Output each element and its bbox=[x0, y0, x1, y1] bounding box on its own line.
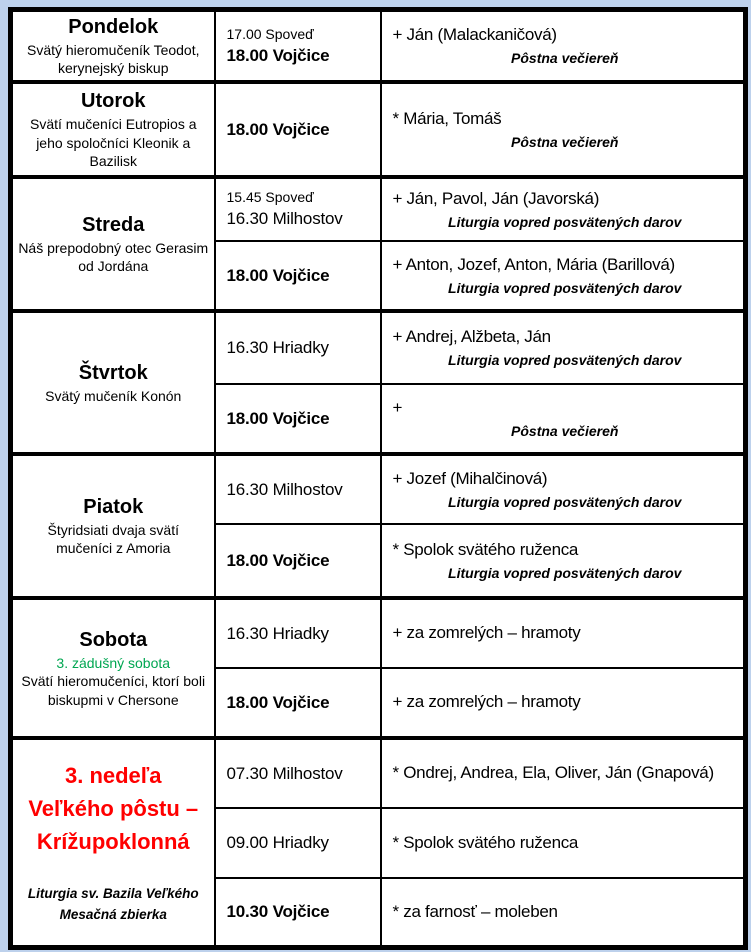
day-cell-nedela bbox=[11, 738, 215, 948]
sunday-note-line: Liturgia sv. Bazila Veľkého bbox=[27, 886, 199, 902]
time-cell bbox=[215, 82, 381, 177]
service-note: Pôstna večiereň bbox=[511, 422, 619, 439]
service-intention: + Anton, Jozef, Anton, Mária (Barillová) bbox=[392, 254, 675, 274]
service-time: 18.00 Vojčice bbox=[226, 408, 330, 428]
intention-cell bbox=[381, 82, 746, 177]
service-note: Liturgia vopred posvätených darov bbox=[448, 213, 682, 230]
time-cell bbox=[215, 524, 381, 598]
intention-cell bbox=[381, 311, 746, 384]
service-time: 18.00 Vojčice bbox=[226, 119, 330, 139]
intention-cell bbox=[381, 668, 746, 738]
service-time: 10.30 Vojčice bbox=[226, 902, 330, 922]
time-cell bbox=[215, 384, 381, 454]
day-name: Utorok bbox=[81, 90, 146, 113]
intention-cell bbox=[381, 598, 746, 668]
intention-cell bbox=[381, 808, 746, 878]
time-cell bbox=[215, 808, 381, 878]
day-name: Streda bbox=[82, 213, 145, 236]
intention-cell bbox=[381, 241, 746, 311]
service-note: Pôstna večiereň bbox=[511, 133, 619, 150]
time-cell bbox=[215, 598, 381, 668]
time-cell bbox=[215, 454, 381, 524]
service-intention: * Spolok svätého ruženca bbox=[392, 832, 579, 852]
day-description: Svätý hieromučeník Teodot, kerynejský biskup bbox=[26, 42, 200, 77]
service-time-confession: 15.45 Spoveď bbox=[226, 189, 314, 206]
service-intention: + Jozef (Mihalčinová) bbox=[392, 468, 548, 488]
intention-cell bbox=[381, 454, 746, 524]
service-intention: * Spolok svätého ruženca bbox=[392, 539, 579, 559]
service-intention: * Ondrej, Andrea, Ela, Oliver, Ján (Gnapová) bbox=[392, 763, 714, 783]
sunday-notes bbox=[18, 884, 209, 926]
service-note: Liturgia vopred posvätených darov bbox=[448, 279, 682, 296]
time-cell bbox=[215, 10, 381, 82]
service-note: Pôstna večiereň bbox=[511, 50, 619, 67]
service-time: 16.30 Milhostov bbox=[226, 208, 343, 228]
intention-cell bbox=[381, 10, 746, 82]
service-time: 16.30 Hriadky bbox=[226, 623, 329, 643]
day-description: Náš prepodobný otec Gerasim od Jordána bbox=[18, 239, 209, 275]
intention-cell bbox=[381, 738, 746, 808]
day-subtitle-green: 3. zádušný sobota bbox=[56, 654, 171, 671]
service-intention: + za zomrelých – hramoty bbox=[392, 692, 581, 712]
day-description: Svätý mučeník Konón bbox=[45, 387, 182, 404]
service-note: Liturgia vopred posvätených darov bbox=[448, 352, 682, 369]
sunday-title-line: 3. nedeľa bbox=[64, 763, 162, 789]
service-time: 18.00 Vojčice bbox=[226, 45, 330, 65]
service-intention: + za zomrelých – hramoty bbox=[392, 623, 581, 643]
time-cell bbox=[215, 177, 381, 241]
service-time: 09.00 Hriadky bbox=[226, 833, 329, 853]
sunday-title-line: Veľkého pôstu – bbox=[28, 796, 199, 822]
schedule-table bbox=[8, 7, 748, 950]
service-time: 07.30 Milhostov bbox=[226, 763, 343, 783]
intention-cell bbox=[381, 878, 746, 948]
service-intention: + Ján, Pavol, Ján (Javorská) bbox=[392, 188, 600, 208]
day-description: Svätí hieromučeníci, ktorí boli biskupmi v Chersone bbox=[21, 673, 206, 708]
service-intention: + bbox=[392, 397, 403, 417]
service-time: 16.30 Hriadky bbox=[226, 338, 329, 358]
service-time-confession: 17.00 Spoveď bbox=[226, 25, 314, 42]
day-description: Štyridsiati dvaja svätí mučeníci z Amoria bbox=[47, 521, 179, 557]
day-name: Sobota bbox=[79, 628, 148, 651]
time-cell bbox=[215, 738, 381, 808]
service-note: Liturgia vopred posvätených darov bbox=[448, 564, 682, 581]
day-name: Piatok bbox=[83, 495, 144, 518]
time-cell bbox=[215, 668, 381, 738]
day-cell-pondelok bbox=[11, 10, 215, 82]
liturgical-schedule bbox=[8, 7, 748, 950]
day-cell-streda bbox=[11, 177, 215, 311]
intention-cell bbox=[381, 177, 746, 241]
service-intention: * za farnosť – moleben bbox=[392, 902, 558, 922]
intention-cell bbox=[381, 524, 746, 598]
service-time: 18.00 Vojčice bbox=[226, 550, 330, 570]
service-time: 18.00 Vojčice bbox=[226, 692, 330, 712]
service-time: 18.00 Vojčice bbox=[226, 265, 330, 285]
sunday-note-line: Mesačná zbierka bbox=[59, 907, 167, 923]
service-intention: * Mária, Tomáš bbox=[392, 108, 502, 128]
service-intention: + Andrej, Alžbeta, Ján bbox=[392, 327, 551, 347]
intention-cell bbox=[381, 384, 746, 454]
day-cell-sobota bbox=[11, 598, 215, 738]
time-cell bbox=[215, 311, 381, 384]
day-cell-utorok bbox=[11, 82, 215, 177]
service-intention: + Ján (Malackaničová) bbox=[392, 25, 557, 45]
day-name: Štvrtok bbox=[78, 361, 148, 384]
day-description: Svätí mučeníci Eutropios a jeho spoločníci Kleonik a Bazilisk bbox=[29, 116, 197, 170]
service-note: Liturgia vopred posvätených darov bbox=[448, 493, 682, 510]
time-cell bbox=[215, 241, 381, 311]
sunday-title-line: Krížupoklonná bbox=[36, 829, 190, 855]
time-cell bbox=[215, 878, 381, 948]
day-cell-stvrtok bbox=[11, 311, 215, 454]
service-time: 16.30 Milhostov bbox=[226, 479, 343, 499]
day-cell-piatok bbox=[11, 454, 215, 598]
day-name: Pondelok bbox=[68, 16, 159, 38]
sunday-title bbox=[18, 759, 209, 858]
